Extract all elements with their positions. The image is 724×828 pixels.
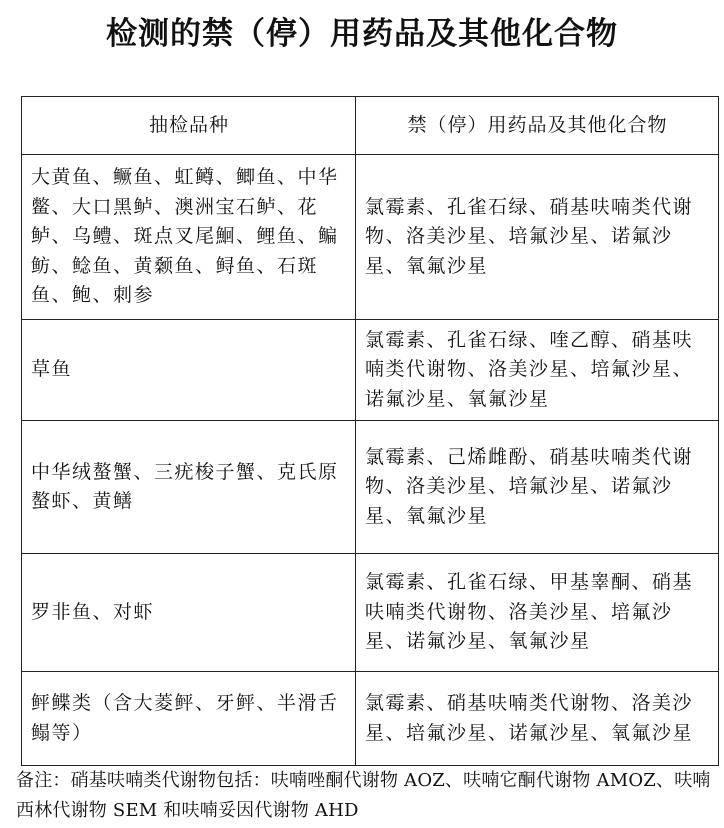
table-header-row bbox=[22, 97, 719, 155]
document-title: 检测的禁（停）用药品及其他化合物 bbox=[106, 16, 618, 52]
species-cell: 鲆鲽类（含大菱鲆、牙鲆、半滑舌鳎等） bbox=[22, 672, 356, 766]
table-row bbox=[22, 672, 719, 766]
species-cell: 中华绒螯蟹、三疣梭子蟹、克氏原螯虾、黄鳝 bbox=[22, 421, 356, 554]
species-cell: 草鱼 bbox=[22, 320, 356, 421]
species-cell: 罗非鱼、对虾 bbox=[22, 554, 356, 672]
compounds-cell: 氯霉素、硝基呋喃类代谢物、洛美沙星、培氟沙星、诺氟沙星、氧氟沙星 bbox=[356, 672, 719, 766]
table-row bbox=[22, 155, 719, 320]
header-compounds: 禁（停）用药品及其他化合物 bbox=[356, 97, 719, 155]
table-row bbox=[22, 554, 719, 672]
table-row bbox=[22, 421, 719, 554]
compounds-cell: 氯霉素、己烯雌酚、硝基呋喃类代谢物、洛美沙星、培氟沙星、诺氟沙星、氧氟沙星 bbox=[356, 421, 719, 554]
compounds-cell: 氯霉素、孔雀石绿、硝基呋喃类代谢物、洛美沙星、培氟沙星、诺氟沙星、氧氟沙星 bbox=[356, 155, 719, 320]
header-species: 抽检品种 bbox=[22, 97, 356, 155]
compounds-cell: 氯霉素、孔雀石绿、甲基睾酮、硝基呋喃类代谢物、洛美沙星、培氟沙星、诺氟沙星、氧氟沙星 bbox=[356, 554, 719, 672]
compounds-cell: 氯霉素、孔雀石绿、喹乙醇、硝基呋喃类代谢物、洛美沙星、培氟沙星、诺氟沙星、氧氟沙星 bbox=[356, 320, 719, 421]
footnote: 备注：硝基呋喃类代谢物包括：呋喃唑酮代谢物 AOZ、呋喃它酮代谢物 AMOZ、呋喃西林代谢物 SEM 和呋喃妥因代谢物 AHD bbox=[16, 770, 711, 821]
drug-table bbox=[21, 96, 719, 766]
species-cell: 大黄鱼、鳜鱼、虹鳟、鲫鱼、中华鳖、大口黑鲈、澳洲宝石鲈、花鲈、乌鳢、斑点叉尾鮰、鲤鱼、鳊鲂、鲶鱼、黄颡鱼、鲟鱼、石斑鱼、鲍、刺参 bbox=[22, 155, 356, 320]
table-row bbox=[22, 320, 719, 421]
